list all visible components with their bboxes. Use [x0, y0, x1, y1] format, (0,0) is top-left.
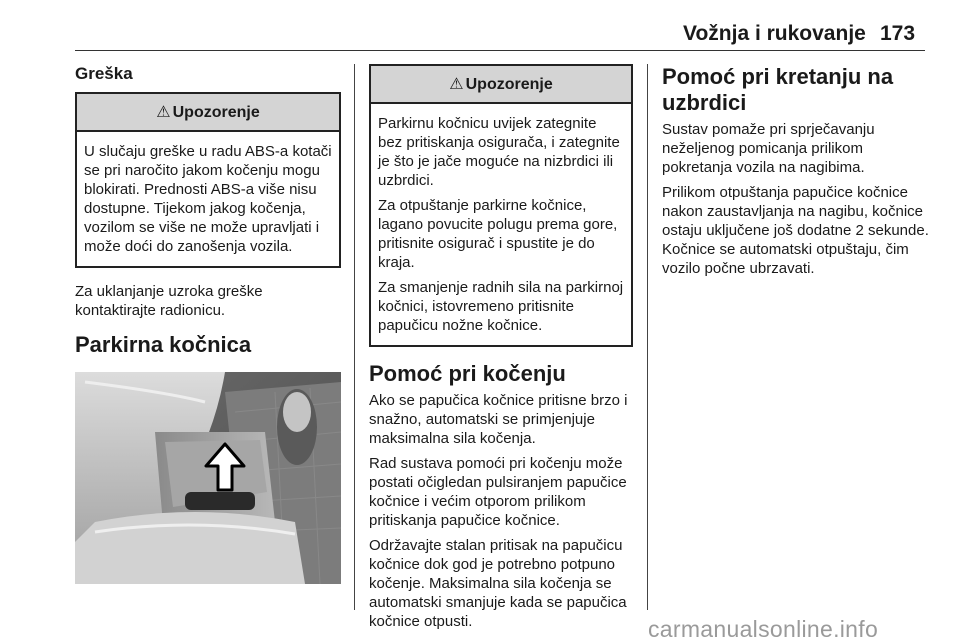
warning-body	[77, 132, 339, 266]
body-text: Ako se papučica kočnice pritisne brzo i snažno, automatski se primjenjuje maksimalna sila kočenja.	[369, 392, 628, 447]
warning-box-parking-brake	[369, 64, 633, 347]
watermark: carmanualsonline.info	[648, 616, 879, 642]
warning-text: Za otpuštanje parkirne kočnice, lagano povucite polugu prema gore, pritisnite osigurač i spustite je do kraja.	[378, 197, 618, 271]
page-number: 173	[880, 22, 916, 45]
subheading-greska: Greška	[75, 64, 133, 83]
header-rule	[75, 50, 925, 51]
body-text: Prilikom otpuštanja papučice kočnice nakon zaustavljanja na nagibu, kočnice ostaju uključene još dodatne 2 sekunde. Kočnice se automatski otpuštaju, čim vozilo počne ubrzavati.	[662, 184, 929, 277]
parking-brake-photo	[75, 372, 341, 584]
warning-icon: ⚠	[156, 104, 171, 121]
body-text: Održavajte stalan pritisak na papučicu kočnice dok god je potrebno potpuno kočenje. Maksimalna sila kočenja se automatski smanjuje kada se papučica kočnice otpusti.	[369, 537, 627, 630]
column-divider-left	[354, 64, 355, 610]
warning-header	[371, 66, 631, 104]
body-text: Za uklanjanje uzroka greške kontaktirajte radionicu.	[75, 283, 263, 319]
warning-box-abs	[75, 92, 341, 268]
warning-text: Za smanjenje radnih sila na parkirnoj kočnici, istovremeno pritisnite papučicu nožne kočnice.	[378, 279, 624, 334]
header-title: Vožnja i rukovanje	[683, 22, 866, 45]
section-heading-pomoc-na-uzbrdici: Pomoć pri kretanju na uzbrdici	[662, 64, 894, 115]
body-text: Sustav pomaže pri sprječavanju neželjenog pomicanja prilikom pokretanja vozila na nagibima.	[662, 121, 875, 176]
warning-icon: ⚠	[449, 76, 464, 93]
section-heading-parkirna-kocnica: Parkirna kočnica	[75, 332, 252, 357]
warning-title: Upozorenje	[172, 104, 260, 121]
column-right	[662, 64, 930, 284]
column-middle	[369, 64, 633, 637]
warning-body	[371, 104, 631, 345]
warning-title: Upozorenje	[465, 76, 553, 93]
column-divider-right	[647, 64, 648, 610]
warning-text: Parkirnu kočnicu uvijek zategnite bez pritiskanja osigurača, i zategnite je što je jače moguće na nizbrdici ili uzbrdici.	[378, 115, 620, 189]
column-left	[75, 64, 341, 584]
warning-header	[77, 94, 339, 132]
section-heading-pomoc-pri-kocenju: Pomoć pri kočenju	[369, 361, 566, 386]
body-text: Rad sustava pomoći pri kočenju može postati očigledan pulsiranjem papučice kočnice i većim otporom prilikom pritiskanja papučice kočnice.	[369, 455, 627, 529]
warning-text: U slučaju greške u radu ABS-a kotači se pri naročito jakom kočenju mogu blokirati. Prednosti ABS-a više nisu dostupne. Tijekom jakog kočenja, vozilom se više ne može upravljati i može doći do zanošenja vozila.	[84, 143, 332, 255]
